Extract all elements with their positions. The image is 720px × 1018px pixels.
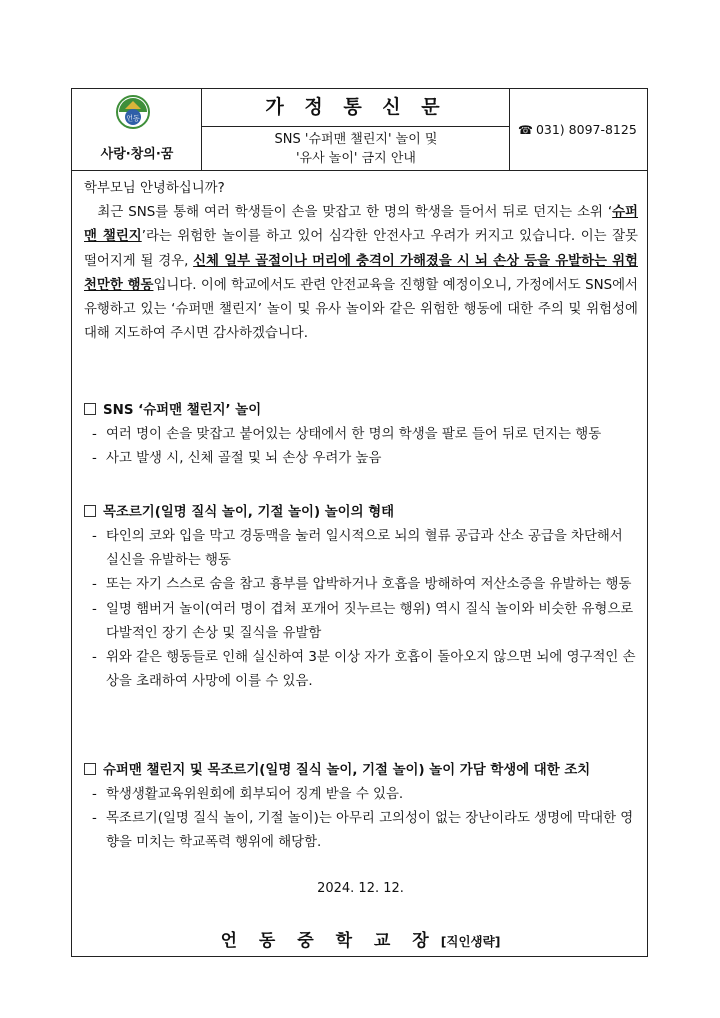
checkbox-square-icon	[84, 763, 96, 775]
list-item: - 사고 발생 시, 신체 골절 및 뇌 손상 우려가 높음	[90, 447, 638, 471]
school-logo-icon	[116, 95, 150, 129]
phone-number	[518, 122, 637, 137]
telephone-icon: ☎	[518, 123, 533, 137]
highlight-danger-warning: 신체 일부 골절이나 머리에 충격이 가해졌을 시 뇌 손상 등을 유발하는 위험천만한 행동	[84, 253, 638, 293]
school-motto: 사랑·창의·꿈	[100, 147, 174, 162]
intro-paragraph	[84, 201, 638, 346]
checkbox-square-icon	[84, 505, 96, 517]
contact-cell	[510, 89, 649, 171]
intro-part-a: 최근 SNS를 통해 여러 학생들이 손을 맞잡고 한 명의 학생을 들어서 뒤로 던지는 소위 ‘	[97, 205, 613, 221]
newsletter-header	[71, 88, 648, 170]
intro-part-e: 입니다. 이에 학교에서도 관련 안전교육을 진행할 예정이오니, 가정에서도 SNS에서 유행하고 있는 ‘슈퍼맨 챌린지’ 놀이 및 유사 놀이와 같은 위험한 행동에 대한 주의 및 위험성에 대해 지도하여 주시면 감사하겠습니다.	[84, 277, 638, 342]
logo-text: 언동	[126, 114, 140, 123]
section-title-text: 슈퍼맨 챌린지 및 목조르기(일명 질식 놀이, 기절 놀이) 놀이 가담 학생에 대한 조치	[103, 763, 591, 778]
list-item: - 위와 같은 행동들로 인해 실신하여 3분 이상 자가 호흡이 돌아오지 않으면 뇌에 영구적인 손상을 초래하여 사망에 이를 수 있음.	[90, 646, 638, 694]
newsletter-body	[71, 170, 648, 957]
section-title-superman	[84, 399, 261, 418]
choking-details-list	[90, 525, 638, 694]
list-item: - 학생생활교육위원회에 회부되어 징계 받을 수 있음.	[90, 783, 638, 807]
title-cell	[202, 89, 510, 171]
issue-date: 2024. 12. 12.	[317, 881, 404, 896]
subject-line-1: SNS '슈퍼맨 챌린지' 놀이 및	[274, 132, 438, 147]
newsletter-subject	[202, 130, 510, 168]
principal-title: 언 동 중 학 교 장	[220, 931, 437, 951]
list-item: - 또는 자기 스스로 숨을 참고 흉부를 압박하거나 호흡을 방해하여 저산소증을 유발하는 행동	[90, 573, 638, 597]
section-title-measures	[84, 759, 590, 778]
list-item: - 타인의 코와 입을 막고 경동맥을 눌러 일시적으로 뇌의 혈류 공급과 산소 공급을 차단해서 실신을 유발하는 행동	[90, 525, 638, 573]
intro-text	[84, 177, 638, 346]
list-item: - 일명 햄버거 놀이(여러 명이 겹쳐 포개어 짓누르는 행위) 역시 질식 놀이와 비슷한 유형으로 다발적인 장기 손상 및 질식을 유발함	[90, 598, 638, 646]
checkbox-square-icon	[84, 403, 96, 415]
signature	[72, 926, 649, 951]
school-emblem-cell	[72, 89, 202, 171]
phone-text: 031) 8097-8125	[535, 122, 637, 137]
subject-line-2: '유사 놀이' 금지 안내	[295, 151, 416, 166]
intro-part-c: ’라는 위험한 놀이를 하고 있어 심각한 안전사고 우려가 커지고 있습니다. 이는 잘못 떨어지게 될 경우,	[84, 229, 638, 269]
section-title-text: SNS ‘슈퍼맨 챌린지’ 놀이	[103, 403, 262, 418]
section-title-text: 목조르기(일명 질식 놀이, 기절 놀이) 놀이의 형태	[103, 505, 395, 520]
page-title: 가 정 통 신 문	[202, 89, 510, 127]
greeting: 학부모님 안녕하십니까?	[84, 181, 225, 196]
seal-omitted-note: [직인생략]	[440, 934, 501, 949]
list-item: - 목조르기(일명 질식 놀이, 기절 놀이)는 아무리 고의성이 없는 장난이라도 생명에 막대한 영향을 미치는 학교폭력 행위에 해당함.	[90, 807, 638, 855]
measures-list	[90, 783, 638, 856]
list-item: - 여러 명이 손을 맞잡고 붙어있는 상태에서 한 명의 학생을 팔로 들어 뒤로 던지는 행동	[90, 423, 638, 447]
section-title-choking	[84, 501, 394, 520]
superman-details-list	[90, 423, 638, 471]
highlight-challenge-name: 슈퍼맨 챌린지	[84, 205, 638, 245]
